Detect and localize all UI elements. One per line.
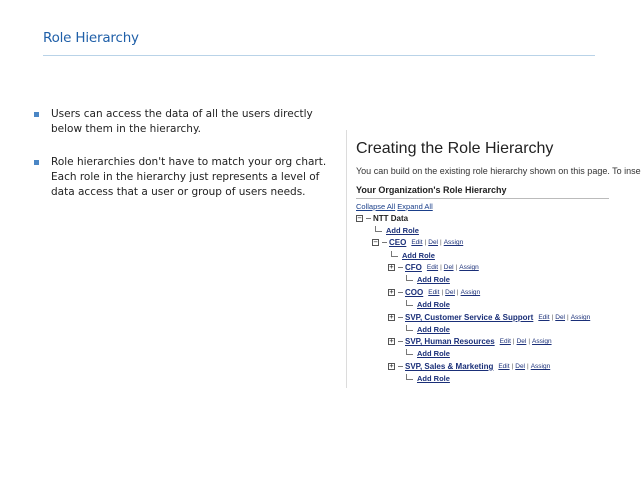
del-link[interactable]: Del xyxy=(515,363,526,370)
separator: | xyxy=(441,289,444,296)
tree-controls xyxy=(356,202,433,211)
edit-link[interactable]: Edit xyxy=(538,314,550,321)
tree-node-add xyxy=(406,373,450,384)
expand-all-link[interactable]: Expand All xyxy=(397,202,433,211)
assign-link[interactable]: Assign xyxy=(460,289,481,296)
tree-connector xyxy=(398,317,403,318)
add-role-link[interactable]: Add Role xyxy=(417,374,450,383)
tree-node-add xyxy=(406,324,450,335)
tree-connector xyxy=(406,275,413,281)
del-link[interactable]: Del xyxy=(428,239,439,246)
separator: | xyxy=(551,314,554,321)
tree-node-add xyxy=(406,348,450,359)
tree-connector xyxy=(382,242,387,243)
assign-link[interactable]: Assign xyxy=(570,314,591,321)
edit-link[interactable]: Edit xyxy=(428,289,440,296)
add-role-link[interactable]: Add Role xyxy=(417,275,450,284)
separator: | xyxy=(528,338,531,345)
page-heading: Creating the Role Hierarchy xyxy=(356,140,554,157)
add-role-link[interactable]: Add Role xyxy=(386,226,419,235)
tree-connector xyxy=(406,349,413,355)
tree-node-add xyxy=(406,299,450,310)
slide-title: Role Hierarchy xyxy=(43,30,139,46)
expand-icon[interactable]: + xyxy=(389,288,394,296)
tree-node-svp-human-resources xyxy=(388,336,552,347)
assign-link[interactable]: Assign xyxy=(443,239,464,246)
title-divider xyxy=(43,55,595,56)
tree-connector xyxy=(398,292,403,293)
edit-link[interactable]: Edit xyxy=(426,264,439,271)
tree-connector xyxy=(406,325,413,331)
role-link-svp-customer-service[interactable]: SVP, Customer Service & Support xyxy=(405,313,534,322)
separator: | xyxy=(440,239,442,246)
role-link-coo[interactable]: COO xyxy=(405,288,424,297)
separator: | xyxy=(512,338,515,345)
assign-link[interactable]: Assign xyxy=(459,264,479,271)
separator: | xyxy=(511,363,514,370)
del-link[interactable]: Del xyxy=(443,264,454,271)
separator: | xyxy=(527,363,529,370)
tree-node-ceo xyxy=(372,237,463,248)
tree-node-add xyxy=(391,250,435,261)
bullet-item xyxy=(34,107,339,137)
edit-link[interactable]: Edit xyxy=(498,363,510,370)
add-role-link[interactable]: Add Role xyxy=(402,251,435,260)
tree-connector xyxy=(398,366,403,367)
tree-node-cfo xyxy=(388,262,479,273)
tree-connector xyxy=(398,341,403,342)
assign-link[interactable]: Assign xyxy=(532,338,552,345)
separator: | xyxy=(440,264,442,271)
section-title: Your Organization's Role Hierarchy xyxy=(356,185,609,199)
tree-node-svp-sales-marketing xyxy=(388,361,550,372)
expand-icon[interactable]: + xyxy=(389,263,394,271)
expand-icon[interactable]: + xyxy=(389,362,394,370)
tree-node-coo xyxy=(388,287,480,298)
del-link[interactable]: Del xyxy=(445,289,455,296)
add-role-link[interactable]: Add Role xyxy=(417,349,450,358)
tree-connector xyxy=(406,374,413,380)
expand-icon[interactable]: + xyxy=(389,337,394,345)
edit-link[interactable]: Edit xyxy=(499,338,511,345)
role-hierarchy-screenshot xyxy=(346,130,641,388)
collapse-icon[interactable]: − xyxy=(357,214,362,222)
add-role-link[interactable]: Add Role xyxy=(417,300,450,309)
del-link[interactable]: Del xyxy=(555,314,566,321)
assign-link[interactable]: Assign xyxy=(530,363,551,370)
edit-link[interactable]: Edit xyxy=(411,239,423,246)
separator: | xyxy=(424,239,427,246)
tree-connector xyxy=(391,251,398,257)
expand-icon[interactable]: + xyxy=(389,313,394,321)
bullet-text: Role hierarchies don't have to match your org chart. Each role in the hierarchy just represents a level of data access that a user or group of users needs. xyxy=(51,156,327,198)
collapse-all-link[interactable]: Collapse All xyxy=(356,202,396,211)
separator: | xyxy=(455,264,458,271)
role-link-svp-human-resources[interactable]: SVP, Human Resources xyxy=(405,337,495,346)
tree-connector xyxy=(398,267,403,268)
tree-connector xyxy=(375,226,382,232)
separator: | xyxy=(567,314,569,321)
bullet-list xyxy=(34,107,339,218)
tree-node-root xyxy=(356,213,408,224)
bullet-text: Users can access the data of all the users directly below them in the hierarchy. xyxy=(51,108,313,135)
tree-connector xyxy=(366,218,371,219)
collapse-icon[interactable]: − xyxy=(373,238,378,246)
tree-node-add xyxy=(406,274,450,285)
role-link-ceo[interactable]: CEO xyxy=(389,238,407,247)
tree-node-svp-customer-service xyxy=(388,312,590,323)
tree-node-add xyxy=(375,225,419,236)
add-role-link[interactable]: Add Role xyxy=(417,325,450,334)
root-role-name: NTT Data xyxy=(373,214,409,223)
bullet-square-icon xyxy=(34,112,39,117)
tree-connector xyxy=(406,300,413,306)
role-link-svp-sales-marketing[interactable]: SVP, Sales & Marketing xyxy=(405,362,494,371)
bullet-square-icon xyxy=(34,160,39,165)
role-link-cfo[interactable]: CFO xyxy=(405,263,422,272)
separator: | xyxy=(456,289,459,296)
page-description: You can build on the existing role hierarchy shown on this page. To inse xyxy=(356,166,641,176)
bullet-item xyxy=(34,155,339,200)
del-link[interactable]: Del xyxy=(516,338,527,345)
